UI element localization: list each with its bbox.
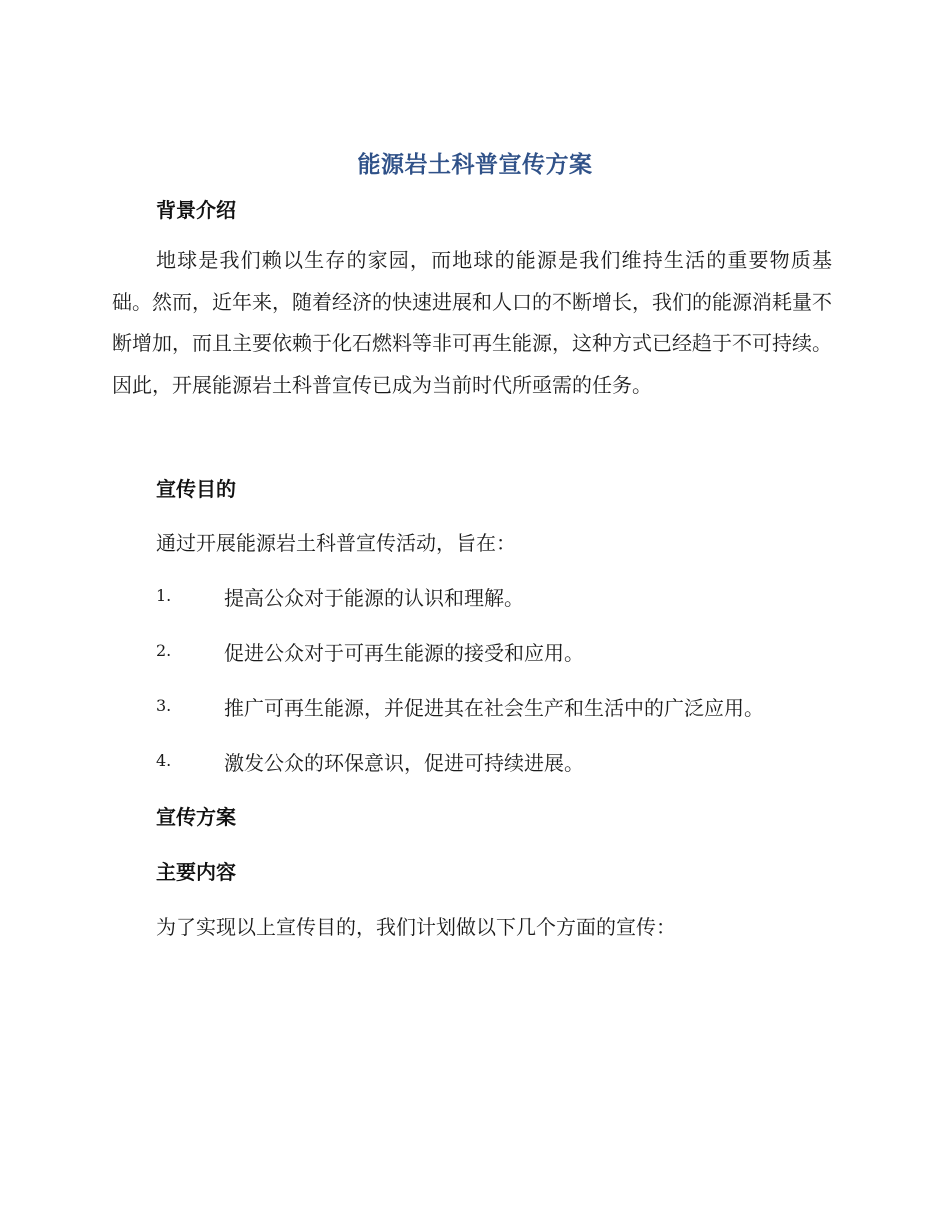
- list-item-text: 提高公众对于能源的认识和理解。: [224, 586, 524, 610]
- list-item-text: 促进公众对于可再生能源的接受和应用。: [224, 641, 584, 665]
- list-item-number: 1.: [156, 586, 172, 605]
- heading-purpose: 宣传目的: [156, 477, 236, 501]
- purpose-intro: 通过开展能源岩土科普宣传活动，旨在：: [156, 531, 516, 555]
- list-item-number: 2.: [156, 641, 172, 660]
- list-item-number: 4.: [156, 751, 172, 770]
- heading-plan: 宣传方案: [156, 805, 236, 829]
- heading-background: 背景介绍: [156, 198, 236, 222]
- list-item-text: 激发公众的环保意识，促进可持续进展。: [224, 751, 584, 775]
- document-title: 能源岩土科普宣传方案: [357, 152, 593, 178]
- list-item-text: 推广可再生能源，并促进其在社会生产和生活中的广泛应用。: [224, 696, 764, 720]
- heading-main-content: 主要内容: [156, 860, 236, 884]
- content-intro: 为了实现以上宣传目的，我们计划做以下几个方面的宣传：: [156, 915, 676, 939]
- list-item-number: 3.: [156, 696, 172, 715]
- paragraph-background: 地球是我们赖以生存的家园，而地球的能源是我们维持生活的重要物质基础。然而，近年来，随着经济的快速进展和人口的不断增长，我们的能源消耗量不断增加，而且主要依赖于化石燃料等非可再生能源，这种方式已经趋于不可持续。因此，开展能源岩土科普宣传已成为当前时代所亟需的任务。: [112, 248, 832, 397]
